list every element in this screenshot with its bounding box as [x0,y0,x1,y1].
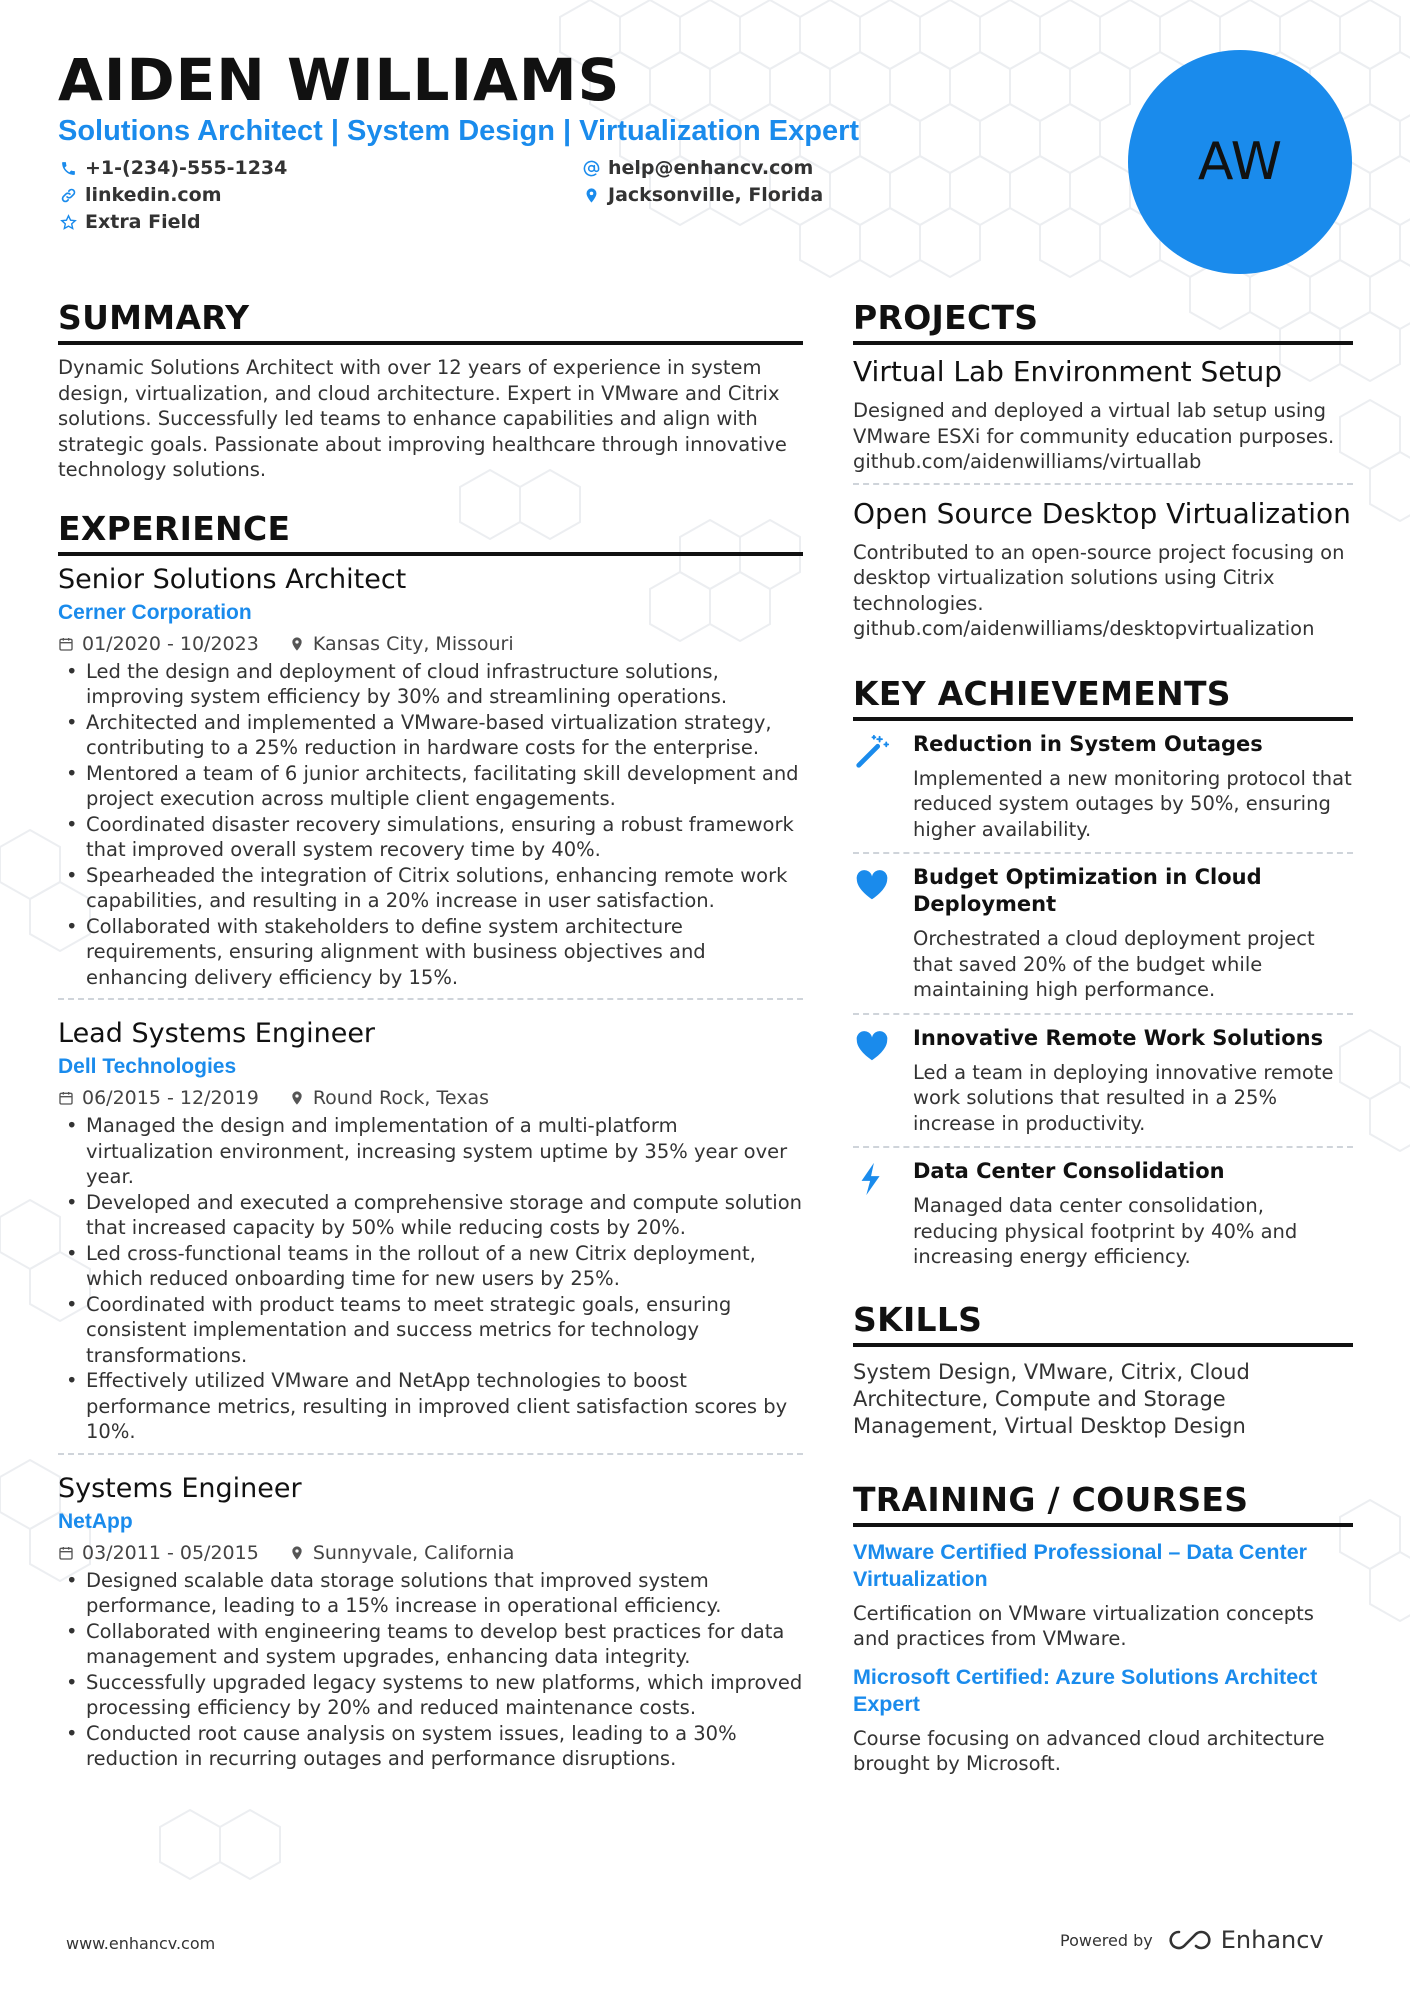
heart-icon [853,864,913,1003]
company-name: Dell Technologies [58,1055,237,1078]
job-dates [58,633,259,655]
job-location [289,633,514,655]
achievement-entry [853,1146,1353,1280]
job-dates-text: 01/2020 - 10/2023 [82,632,259,655]
job-location-text: Sunnyvale, California [312,1541,515,1564]
projects-section-title: PROJECTS [853,298,1353,345]
list-item: • Coordinated disaster recovery simulations, ensuring a robust framework that improved overall system recovery time by 40%. [58,812,803,863]
achievement-entry [853,852,1353,1013]
job-entry [58,564,803,999]
avatar [1128,50,1352,274]
company-name: NetApp [58,1509,133,1533]
achievements-section-title: KEY ACHIEVEMENTS [853,674,1353,721]
achievement-description: Orchestrated a cloud deployment project that saved 20% of the budget while maintaining high performance. [913,927,1315,1001]
job-bullets [58,659,803,991]
left-column [58,298,803,1780]
heart-icon [853,1025,913,1137]
list-item: • Managed the design and implementation of a multi-platform virtualization environment, increasing system uptime by 35% year over year. [58,1113,803,1190]
list-item: • Developed and executed a comprehensive storage and compute solution that increased capacity by 50% while reducing costs by 20%. [58,1190,803,1241]
job-location [289,1542,515,1564]
footer-website[interactable]: www.enhancv.com [66,1934,216,1953]
project-entry [853,483,1353,650]
phone-icon [60,160,77,177]
project-title: Virtual Lab Environment Setup [853,355,1283,388]
contact-location [583,184,823,206]
phone-text: +1-(234)-555-1234 [85,157,288,179]
location-pin-icon [289,636,305,652]
extra-field-text: Extra Field [85,211,201,233]
star-icon [60,214,77,231]
list-item: • Collaborated with stakeholders to define system architecture requirements, ensuring alignment with business objectives and enhancing delivery efficiency by 15%. [58,914,803,991]
course-description: Certification on VMware virtualization concepts and practices from VMware. [853,1601,1314,1650]
list-item: • Led the design and deployment of cloud infrastructure solutions, improving system efficiency by 30% and streamlining operations. [58,659,803,710]
experience-section-title: EXPERIENCE [58,509,803,556]
avatar-initials: AW [1197,132,1283,192]
right-column [853,298,1353,1777]
course-title: VMware Certified Professional – Data Center Virtualization [853,1539,1308,1591]
achievement-description: Implemented a new monitoring protocol that reduced system outages by 50%, ensuring higher availability. [913,766,1352,841]
achievement-entry [853,1013,1353,1147]
enhancv-logo-icon [1167,1928,1213,1952]
achievement-title: Data Center Consolidation [913,1159,1225,1183]
list-item: • Coordinated with product teams to meet strategic goals, ensuring consistent implementation and success metrics for technology transformations. [58,1292,803,1369]
enhancv-brand-text: Enhancv [1220,1926,1324,1954]
achievement-entry [853,721,1353,853]
achievement-title: Budget Optimization in Cloud Deployment [913,865,1262,916]
list-item: • Conducted root cause analysis on system issues, leading to a 30% reduction in recurring outages and performance disruptions. [58,1721,803,1772]
project-title: Open Source Desktop Virtualization [853,496,1351,530]
skills-section-title: SKILLS [853,1300,1353,1347]
course-description: Course focusing on advanced cloud architecture brought by Microsoft. [853,1726,1325,1775]
job-entry [58,998,803,1453]
project-link[interactable]: github.com/aidenwilliams/virtuallab [853,450,1202,473]
list-item: • Collaborated with engineering teams to develop best practices for data management and system upgrades, enhancing data integrity. [58,1619,803,1670]
job-title: Senior Solutions Architect [58,563,407,595]
course-title: Microsoft Certified: Azure Solutions Architect Expert [853,1664,1318,1716]
calendar-icon [58,636,74,652]
job-bullets [58,1568,803,1772]
job-meta [58,1542,803,1564]
link-icon [60,187,77,204]
contact-phone[interactable] [60,157,287,179]
job-dates [58,1542,259,1564]
project-entry [853,355,1353,483]
enhancv-logo[interactable] [1167,1926,1324,1954]
job-location [289,1087,489,1109]
calendar-icon [58,1545,74,1561]
job-meta [58,633,803,655]
at-sign-icon [583,160,600,177]
list-item: • Mentored a team of 6 junior architects, facilitating skill development and project execution across multiple client engagements. [58,761,803,812]
magic-wand-icon [853,731,913,843]
company-name: Cerner Corporation [58,600,252,624]
job-dates-text: 03/2011 - 05/2015 [82,1541,259,1564]
job-location-text: Kansas City, Missouri [312,632,514,655]
list-item: • Successfully upgraded legacy systems to new platforms, which improved processing efficiency by 20% and reduced maintenance costs. [58,1670,803,1721]
contact-linkedin[interactable] [60,184,222,206]
location-pin-icon [289,1090,305,1106]
location-text: Jacksonville, Florida [608,184,824,206]
candidate-subtitle: Solutions Architect | System Design | Virtualization Expert [58,115,860,147]
list-item: • Designed scalable data storage solutions that improved system performance, leading to a 15% increase in operational efficiency. [58,1568,803,1619]
training-section-title: TRAINING / COURSES [853,1480,1353,1527]
contact-extra-field [60,211,201,233]
summary-text: Dynamic Solutions Architect with over 12 years of experience in system design, virtualization, and cloud architecture. Expert in VMware and Citrix solutions. Successfully led teams to enhance capabilities and align with strategic goals. Passionate about improving healthcare through innovative technology solutions. [58,356,787,481]
lightning-bolt-icon [853,1158,913,1270]
project-link[interactable]: github.com/aidenwilliams/desktopvirtualization [853,617,1315,640]
footer-branding [1060,1926,1324,1954]
summary-section-title: SUMMARY [58,298,803,345]
list-item: • Effectively utilized VMware and NetApp technologies to boost performance metrics, resulting in improved client satisfaction scores by 10%. [58,1368,803,1445]
list-item: • Spearheaded the integration of Citrix solutions, enhancing remote work capabilities, and resulting in a 20% increase in user satisfaction. [58,863,803,914]
candidate-name: AIDEN WILLIAMS [58,46,621,114]
job-meta [58,1087,803,1109]
achievement-title: Reduction in System Outages [913,731,1263,756]
project-description: Designed and deployed a virtual lab setup using VMware ESXi for community education purposes. [853,399,1335,448]
contact-email[interactable] [583,157,813,179]
email-text: help@enhancv.com [608,157,814,179]
job-title: Systems Engineer [58,1472,302,1504]
location-pin-icon [289,1545,305,1561]
list-item: • Led cross-functional teams in the rollout of a new Citrix deployment, which reduced onboarding time for new users by 25%. [58,1241,803,1292]
powered-by-text: Powered by [1060,1930,1153,1950]
job-dates-text: 06/2015 - 12/2019 [82,1087,259,1109]
job-title: Lead Systems Engineer [58,1018,376,1049]
achievement-title: Innovative Remote Work Solutions [913,1025,1324,1050]
achievement-description: Managed data center consolidation, reducing physical footprint by 40% and increasing energy efficiency. [913,1194,1298,1268]
job-location-text: Round Rock, Texas [312,1087,489,1109]
location-pin-icon [583,187,600,204]
job-entry [58,1453,803,1780]
achievement-description: Led a team in deploying innovative remote work solutions that resulted in a 25% increase in productivity. [913,1060,1334,1135]
calendar-icon [58,1090,74,1106]
skills-text: System Design, VMware, Citrix, Cloud Architecture, Compute and Storage Management, Virtual Desktop Design [853,1359,1250,1438]
job-bullets [58,1113,803,1445]
project-description: Contributed to an open-source project focusing on desktop virtualization solutions using Citrix technologies. [853,540,1345,615]
linkedin-text: linkedin.com [85,184,222,206]
list-item: • Architected and implemented a VMware-based virtualization strategy, contributing to a 25% reduction in hardware costs for the enterprise. [58,710,803,761]
job-dates [58,1087,259,1109]
